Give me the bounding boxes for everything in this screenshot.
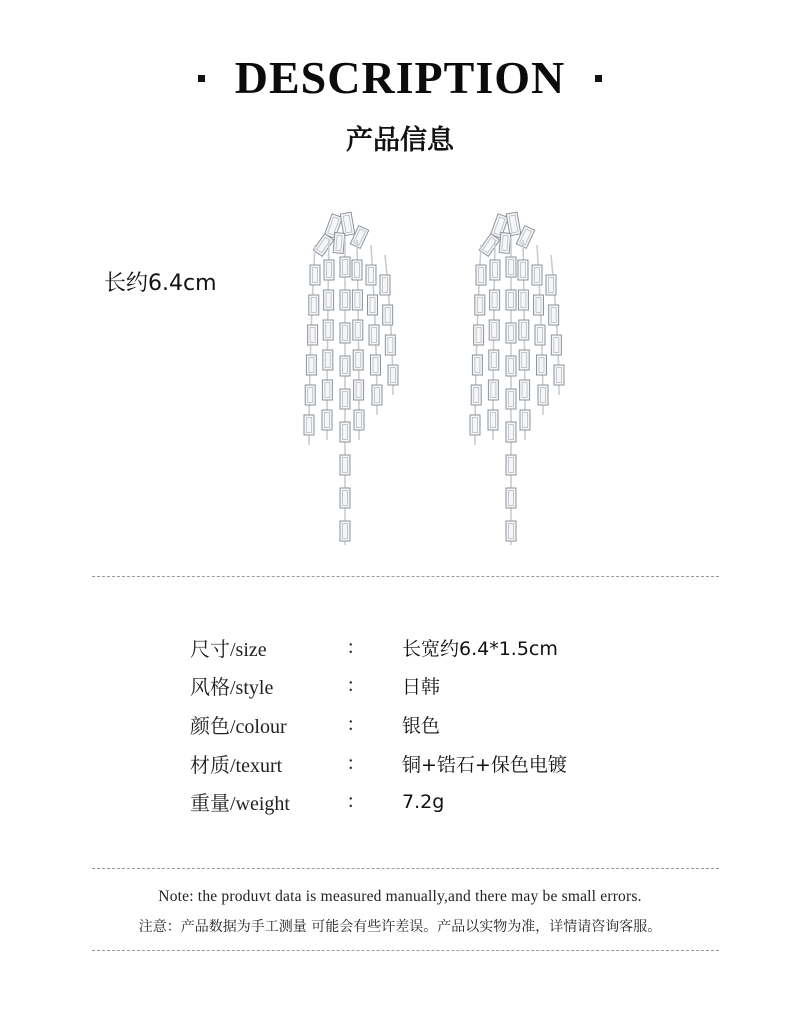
crystal-stone (324, 260, 334, 280)
crystal-stone (506, 212, 521, 236)
crystal-stone (506, 257, 516, 277)
spec-row-colour (190, 705, 640, 744)
spec-colon: : (348, 635, 354, 658)
crystal-stone (304, 415, 314, 435)
crystal-stone (366, 265, 376, 285)
crystal-stone (506, 389, 516, 409)
crystal-stone (489, 350, 499, 370)
crystal-stone (369, 325, 379, 345)
crystal-stone (305, 385, 315, 405)
earrings-illustration (280, 205, 580, 545)
crystal-stone (475, 295, 485, 315)
crystal-stone (322, 380, 332, 400)
crystal-stone (518, 290, 528, 310)
crystal-stone (520, 380, 530, 400)
crystal-stone (506, 455, 516, 475)
crystal-stone (488, 380, 498, 400)
crystal-stone (340, 455, 350, 475)
crystal-stone (308, 325, 318, 345)
crystal-stone (340, 521, 350, 541)
note-english: Note: the produvt data is measured manually,and there may be small errors. (158, 888, 642, 905)
spec-colon: : (348, 674, 354, 697)
crystal-stone (368, 295, 378, 315)
page-subtitle: 产品信息 (346, 125, 454, 156)
crystal-stone (506, 488, 516, 508)
crystal-stone (519, 320, 529, 340)
measurement-note (0, 888, 800, 936)
earrings-product-image (280, 205, 580, 545)
spec-row-size (190, 628, 640, 667)
divider-top (92, 576, 719, 577)
crystal-stone (353, 320, 363, 340)
crystal-stone (489, 320, 499, 340)
crystal-stone (310, 265, 320, 285)
crystal-stone (322, 410, 332, 430)
crystal-stone (352, 290, 362, 310)
crystal-stone (499, 233, 511, 254)
spec-table (190, 628, 640, 821)
crystal-stone (534, 295, 544, 315)
title-row (0, 52, 800, 104)
crystal-stone (333, 233, 345, 254)
spec-row-material (190, 744, 640, 783)
crystal-stone (340, 257, 350, 277)
spec-value-style: 日韩 (402, 676, 441, 699)
crystal-stone (506, 422, 516, 442)
crystal-stone (340, 290, 350, 310)
crystal-stone (506, 323, 516, 343)
page-title: DESCRIPTION (234, 52, 566, 103)
crystal-stone (549, 305, 559, 325)
length-label: 长约6.4cm (104, 271, 217, 296)
crystal-stone (506, 521, 516, 541)
spec-key-material: 材质/texurt (190, 754, 283, 777)
crystal-stone (380, 275, 390, 295)
crystal-stone (518, 260, 528, 280)
spec-row-weight (190, 782, 640, 821)
spec-value-size: 长宽约6.4*1.5cm (402, 637, 558, 660)
crystal-stone (532, 265, 542, 285)
crystal-stone (538, 385, 548, 405)
divider-bottom (92, 950, 719, 951)
crystal-stone (340, 212, 355, 236)
crystal-stone (354, 380, 364, 400)
crystal-stone (340, 422, 350, 442)
crystal-stone (306, 355, 316, 375)
note-chinese: 注意：产品数据为手工测量 可能会有些许差误。产品以实物为准，详情请咨询客服。 (138, 919, 662, 935)
crystal-stone (535, 325, 545, 345)
description-header (0, 52, 800, 157)
spec-value-colour: 银色 (402, 714, 441, 737)
crystal-stone (551, 335, 561, 355)
crystal-stone (472, 355, 482, 375)
crystal-stone (554, 365, 564, 385)
spec-key-style: 风格/style (190, 677, 274, 700)
crystal-stone (340, 323, 350, 343)
crystal-stone (385, 335, 395, 355)
crystal-stone (490, 290, 500, 310)
spec-row-style (190, 667, 640, 706)
crystal-stone (340, 389, 350, 409)
spec-colon: : (348, 790, 354, 813)
crystal-stone (309, 295, 319, 315)
crystal-stone (490, 260, 500, 280)
spec-colon: : (348, 712, 354, 735)
crystal-stone (324, 290, 334, 310)
crystal-stone (372, 385, 382, 405)
crystal-stone (353, 350, 363, 370)
title-left-bullet (198, 75, 205, 82)
crystal-stone (371, 355, 381, 375)
title-right-bullet (595, 75, 602, 82)
spec-value-material: 铜+锆石+保色电镀 (402, 753, 567, 776)
crystal-stone (474, 325, 484, 345)
crystal-stone (388, 365, 398, 385)
crystal-stone (519, 350, 529, 370)
crystal-stone (488, 410, 498, 430)
crystal-stone (323, 320, 333, 340)
crystal-stone (354, 410, 364, 430)
crystal-stone (546, 275, 556, 295)
crystal-stone (352, 260, 362, 280)
spec-key-size: 尺寸/size (190, 638, 267, 661)
crystal-stone (470, 415, 480, 435)
crystal-stone (340, 356, 350, 376)
spec-colon: : (348, 751, 354, 774)
crystal-stone (537, 355, 547, 375)
crystal-stone (506, 356, 516, 376)
divider-middle (92, 868, 719, 869)
crystal-stone (476, 265, 486, 285)
spec-value-weight: 7.2g (402, 790, 445, 813)
crystal-stone (506, 290, 516, 310)
crystal-stone (383, 305, 393, 325)
crystal-stone (471, 385, 481, 405)
crystal-stone (323, 350, 333, 370)
spec-key-colour: 颜色/colour (190, 715, 287, 738)
crystal-stone (340, 488, 350, 508)
spec-key-weight: 重量/weight (190, 793, 290, 816)
crystal-stone (520, 410, 530, 430)
